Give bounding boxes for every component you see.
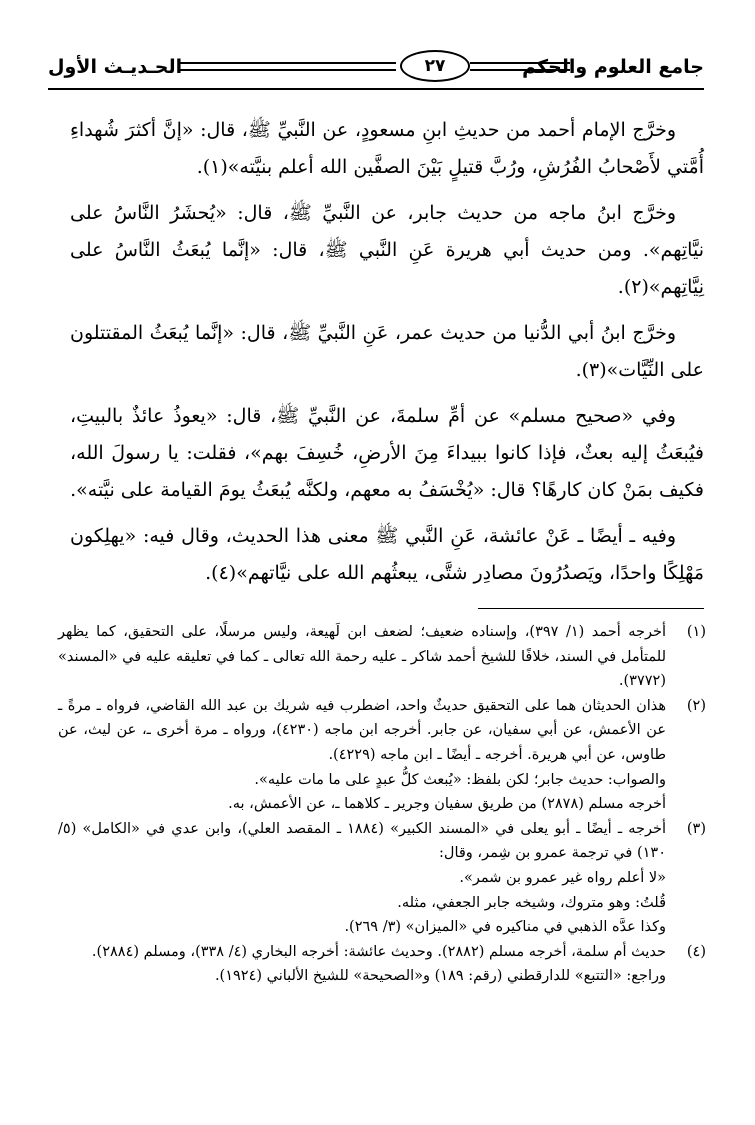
running-header (48, 50, 704, 90)
footnote-text: قُلتُ: وهو متروك، وشيخه جابر الجعفي، مثله. (397, 894, 666, 911)
footnote-number: (٣) (686, 820, 706, 837)
footnote (58, 620, 706, 694)
footnote (58, 817, 706, 940)
footnote-text: وكذا عدَّه الذهبي في مناكيره في «الميزان» (٣/ ٢٦٩). (344, 919, 666, 936)
footnote-number: (١) (686, 624, 706, 640)
footnote-number: (٤) (686, 943, 706, 960)
header-underline (48, 88, 704, 90)
paragraph: وخرَّج الإمام أحمد من حديثِ ابنِ مسعودٍ، عن النَّبيِّ ﷺ، قال: «إنَّ أكثرَ شُهداءِ أُمَّتي لأَصْحابُ الفُرُشِ، ورُبَّ قتيلٍ بَيْنَ الصفَّين الله أعلم بنيَّته»(١). (70, 119, 704, 178)
paragraph: وخرَّج ابنُ ماجه من حديث جابر، عن النَّبيِّ ﷺ، قال: «يُحشَرُ النَّاسُ على نيَّاتِهم». ومن حديث أبي هريرة عَنِ النَّبي ﷺ، قال: «إنَّما يُبعَثُ النَّاسُ على نِيَّاتِهم»(٢). (70, 202, 704, 298)
footnote (58, 940, 706, 989)
footnote-text: والصواب: حديث جابر؛ لكن بلفظ: «يُبعث كلُّ عبدٍ على ما مات عليه». (254, 771, 666, 788)
main-text (70, 112, 704, 601)
footnote (58, 694, 706, 817)
footnote-text: أخرجه ـ أيضًا ـ أبو يعلى في «المسند الكبير» (١٨٨٤ ـ المقصد العلي)، وابن عدي في «الكامل» (٥/ ١٣٠) في ترجمة عمرو بن شِمر، وقال: (58, 820, 666, 862)
footnote-text: «لا أعلم رواه غير عمرو بن شمر». (459, 869, 666, 886)
footnotes (58, 620, 706, 989)
footnote-text: وراجع: «التتبع» للدارقطني (رقم: ١٨٩) و«الصحيحة» للشيخ الألباني (١٩٢٤). (214, 968, 666, 985)
book-title: جامع العلوم والحكم (522, 56, 704, 78)
paragraph: وفي «صحيح مسلم» عن أمِّ سلمةَ، عن النَّبيِّ ﷺ، قال: «يعوذُ عائذٌ بالبيتِ، فيُبعَثُ إليه بعثٌ، فإذا كانوا ببيداءَ مِنَ الأرضِ، خُسِفَ بهم»، فقلت: يا رسولَ الله، فكيف بمَنْ كان كارهًا؟ قال: «يُخْسَفُ به معهم، ولكنَّه يُبعَثُ يومَ القيامة على نيَّته». (70, 405, 704, 501)
header-rule-ornament-right (470, 62, 570, 71)
footnote-text: هذان الحديثان هما على التحقيق حديثٌ واحد، اضطرب فيه شريك بن عبد الله القاضي، فرواه ـ مرةً ـ عن الأعمش، عن أبي سفيان، عن جابر. أخرجه ابن ماجه (٤٢٣٠)، ورواه ـ مرة أخرى ـ، عن ليث، عن طاوس، عن أبي هريرة. أخرجه ـ أيضًا ـ ابن ماجه (٤٢٢٩). (58, 697, 666, 763)
page-number: ٢٧ (400, 50, 470, 82)
paragraph: وفيه ـ أيضًا ـ عَنْ عائشة، عَنِ النَّبي ﷺ معنى هذا الحديث، وقال فيه: «يهلِكون مَهْلِكًا واحدًا، ويَصدُرُونَ مصادِر شتَّى، يبعثُهم الله على نيَّاتهم»(٤). (70, 525, 704, 584)
footnote-text: حديث أم سلمة، أخرجه مسلم (٢٨٨٢). وحديث عائشة: أخرجه البخاري (٤/ ٣٣٨)، ومسلم (٢٨٨٤). (91, 943, 666, 960)
footnote-separator (478, 608, 704, 609)
header-rule-ornament-left (178, 62, 396, 71)
footnote-text: أخرجه أحمد (١/ ٣٩٧)، وإسناده ضعيف؛ لضعف ابن لَهيعة، وليس مرسلًا، على التحقيق، كما يظهر للمتأمل في السند، خلافًا للشيخ أحمد شاكر ـ عليه رحمة الله تعالى ـ كما في تعليقه عليه في «المسند» (٣٧٧٢). (58, 624, 666, 690)
paragraph: وخرَّج ابنُ أبي الدُّنيا من حديث عمر، عَنِ النَّبيِّ ﷺ، قال: «إنَّما يُبعَثُ المقتتلون على النِّيَّات»(٣). (70, 322, 704, 381)
section-title: الحـديـث الأول (48, 56, 183, 78)
footnote-text: أخرجه مسلم (٢٨٧٨) من طريق سفيان وجرير ـ كلاهما ـ، عن الأعمش، به. (228, 796, 666, 813)
footnote-number: (٢) (686, 697, 706, 714)
